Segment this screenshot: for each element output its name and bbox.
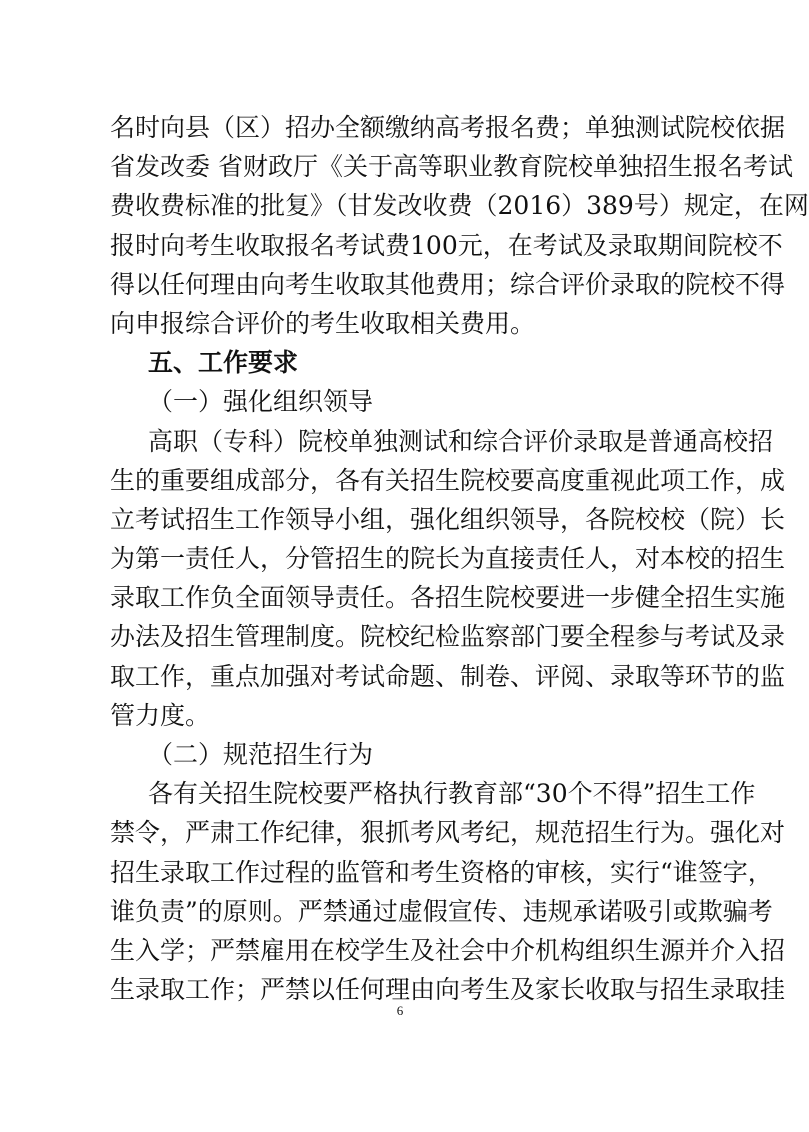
page-number: 6: [396, 1003, 404, 1018]
subsection-heading: （一）强化组织领导: [148, 387, 374, 416]
paragraph-line: 取工作，重点加强对考试命题、制卷、评阅、录取等环节的监: [110, 662, 786, 691]
paragraph-line: 省发改委 省财政厅《关于高等职业教育院校单独招生报名考试: [110, 152, 793, 181]
paragraph-line: 谁负责”的原则。严禁通过虚假宣传、违规承诺吸引或欺骗考: [110, 897, 773, 926]
paragraph-line: 名时向县（区）招办全额缴纳高考报名费；单独测试院校依据: [110, 113, 786, 142]
paragraph-line: 得以任何理由向考生收取其他费用；综合评价录取的院校不得: [110, 270, 786, 299]
paragraph-line: 立考试招生工作领导小组，强化组织领导，各院校校（院）长: [110, 505, 786, 534]
paragraph-line: 禁令，严肃工作纪律，狠抓考风考纪，规范招生行为。强化对: [110, 818, 786, 847]
paragraph-line: 费收费标准的批复》（甘发改收费（2016）389号）规定，在网: [110, 191, 809, 220]
paragraph-line: 生的重要组成部分，各有关招生院校要高度重视此项工作，成: [110, 466, 786, 495]
subsection-heading: （二）规范招生行为: [148, 740, 374, 769]
paragraph-line: 报时向考生收取报名考试费100元，在考试及录取期间院校不: [110, 231, 783, 260]
paragraph-line: 办法及招生管理制度。院校纪检监察部门要全程参与考试及录: [110, 622, 786, 651]
paragraph-line: 生入学；严禁雇用在校学生及社会中介机构组织生源并介入招: [110, 936, 786, 965]
paragraph-line: 向申报综合评价的考生收取相关费用。: [110, 309, 536, 338]
paragraph-line: 招生录取工作过程的监管和考生资格的审核，实行“谁签字，: [110, 858, 773, 887]
paragraph-line: 各有关招生院校要严格执行教育部“30个不得”招生工作: [148, 779, 756, 808]
section-heading: 五、工作要求: [148, 348, 299, 377]
paragraph-line: 为第一责任人，分管招生的院长为直接责任人，对本校的招生: [110, 544, 786, 573]
paragraph-line: 录取工作负全面领导责任。各招生院校要进一步健全招生实施: [110, 583, 786, 612]
paragraph-line: 管力度。: [110, 701, 211, 730]
paragraph-line: 生录取工作；严禁以任何理由向考生及家长收取与招生录取挂: [110, 975, 786, 1004]
paragraph-line: 高职（专科）院校单独测试和综合评价录取是普通高校招: [148, 427, 774, 456]
